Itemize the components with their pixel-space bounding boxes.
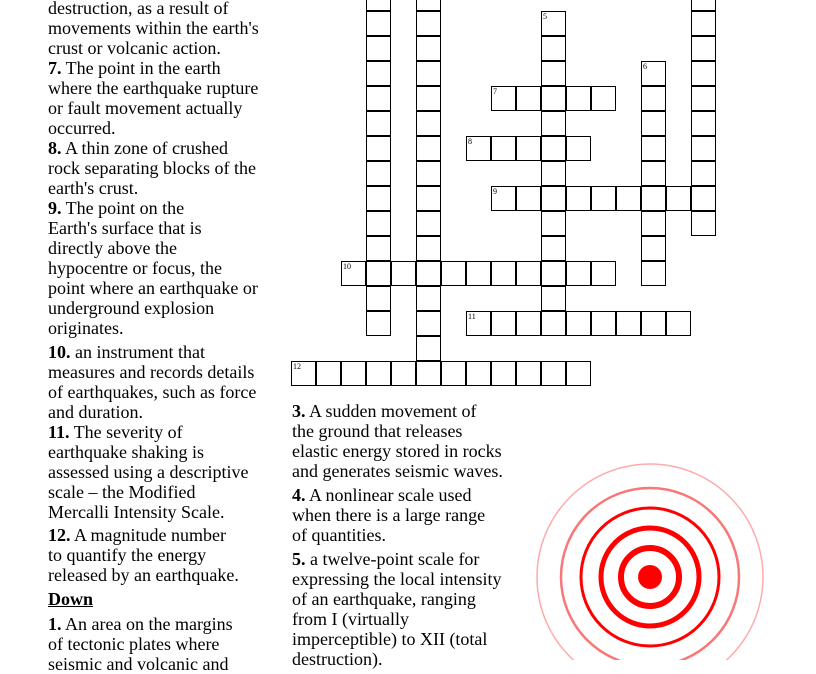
grid-cell[interactable]: [541, 361, 566, 386]
cell-number: 8: [468, 137, 472, 146]
clue-number: 10.: [48, 342, 71, 362]
grid-cell[interactable]: [366, 61, 391, 86]
grid-cell[interactable]: [566, 186, 591, 211]
grid-cell[interactable]: [416, 311, 441, 336]
grid-cell[interactable]: [641, 136, 666, 161]
grid-cell[interactable]: [416, 236, 441, 261]
grid-cell[interactable]: [366, 236, 391, 261]
clue-number: 3.: [292, 401, 306, 421]
center-dot: [638, 565, 662, 589]
grid-cell[interactable]: [691, 11, 716, 36]
cell-number: 9: [493, 187, 497, 196]
grid-cell[interactable]: [566, 261, 591, 286]
clue-text: An area on the margins of tectonic plates where seismic and volcanic and: [48, 614, 233, 674]
grid-cell[interactable]: [341, 361, 366, 386]
cell-number: 6: [643, 62, 647, 71]
grid-cell[interactable]: [616, 186, 641, 211]
grid-cell[interactable]: [366, 86, 391, 111]
grid-cell[interactable]: [641, 311, 666, 336]
grid-cell[interactable]: [541, 186, 566, 211]
grid-cell[interactable]: [366, 161, 391, 186]
clue-number: 9.: [48, 198, 62, 218]
clue-number: 4.: [292, 485, 306, 505]
grid-cell[interactable]: [466, 136, 491, 161]
cell-number: 5: [543, 12, 547, 21]
grid-cell[interactable]: [566, 136, 591, 161]
clue-text: a twelve-point scale for expressing the local intensity of an earthquake, ranging from I (virtually imperceptible) to XII (total destruction).: [292, 549, 502, 669]
grid-cell[interactable]: [616, 311, 641, 336]
grid-cell[interactable]: [641, 61, 666, 86]
grid-cell[interactable]: [366, 136, 391, 161]
clue-number: 1.: [48, 614, 62, 634]
grid-cell[interactable]: [466, 361, 491, 386]
grid-cell[interactable]: [391, 261, 416, 286]
grid-cell[interactable]: [541, 111, 566, 136]
grid-cell[interactable]: [416, 261, 441, 286]
grid-cell[interactable]: [366, 11, 391, 36]
grid-cell[interactable]: [516, 186, 541, 211]
grid-cell[interactable]: [691, 61, 716, 86]
down-clues-column: [292, 401, 532, 669]
grid-cell[interactable]: [416, 286, 441, 311]
grid-cell[interactable]: [416, 11, 441, 36]
clue-across-11: [48, 422, 288, 522]
grid-cell[interactable]: [691, 211, 716, 236]
cell-number: 7: [493, 87, 497, 96]
grid-cell[interactable]: [416, 336, 441, 361]
cell-number: 12: [293, 362, 301, 371]
clue-number: 5.: [292, 549, 306, 569]
grid-cell[interactable]: [641, 261, 666, 286]
grid-cell[interactable]: [366, 211, 391, 236]
grid-cell[interactable]: [541, 136, 566, 161]
clue-text: The point on the Earth's surface that is directly above the hypocentre or focus, the point where an earthquake or underground explosion originates.: [48, 198, 258, 338]
grid-cell[interactable]: [416, 111, 441, 136]
grid-cell[interactable]: [416, 36, 441, 61]
grid-cell[interactable]: [466, 311, 491, 336]
grid-cell[interactable]: [666, 311, 691, 336]
clue-down-5: [292, 549, 532, 669]
grid-cell[interactable]: [541, 36, 566, 61]
clue-text: A thin zone of crushed rock separating blocks of the earth's crust.: [48, 138, 256, 198]
grid-cell[interactable]: [691, 186, 716, 211]
grid-cell[interactable]: [541, 311, 566, 336]
grid-cell[interactable]: [416, 361, 441, 386]
grid-cell[interactable]: [566, 311, 591, 336]
clue-text: A nonlinear scale used when there is a large range of quantities.: [292, 485, 486, 545]
grid-cell[interactable]: [416, 186, 441, 211]
grid-cell[interactable]: [541, 286, 566, 311]
clue-text: A magnitude number to quantify the energy released by an earthquake.: [48, 525, 239, 585]
grid-cell[interactable]: [416, 0, 441, 11]
grid-cell[interactable]: [591, 186, 616, 211]
grid-cell[interactable]: [691, 161, 716, 186]
clue-number: 7.: [48, 58, 62, 78]
grid-cell[interactable]: [516, 86, 541, 111]
grid-cell[interactable]: [291, 361, 316, 386]
clue-text: an instrument that measures and records details of earthquakes, such as force and duration.: [48, 342, 257, 422]
clue-down-1: [48, 614, 288, 674]
grid-cell[interactable]: [491, 361, 516, 386]
grid-cell[interactable]: [441, 261, 466, 286]
clue-across-12: [48, 525, 288, 585]
grid-cell[interactable]: [366, 0, 391, 11]
down-heading: Down: [48, 589, 94, 609]
grid-cell[interactable]: [516, 361, 541, 386]
grid-cell[interactable]: [691, 36, 716, 61]
grid-cell[interactable]: [591, 261, 616, 286]
grid-cell[interactable]: [366, 261, 391, 286]
grid-cell[interactable]: [541, 236, 566, 261]
grid-cell[interactable]: [491, 136, 516, 161]
clue-text: A sudden movement of the ground that releases elastic energy stored in rocks and generates seismic waves.: [292, 401, 503, 481]
grid-cell[interactable]: [366, 286, 391, 311]
grid-cell[interactable]: [491, 186, 516, 211]
clue-number: 8.: [48, 138, 62, 158]
clue-text: destruction, as a result of movements within the earth's crust or volcanic action.: [48, 0, 259, 58]
grid-cell[interactable]: [641, 211, 666, 236]
grid-cell[interactable]: [691, 111, 716, 136]
grid-cell[interactable]: [641, 236, 666, 261]
clue-down-4: [292, 485, 532, 545]
grid-cell[interactable]: [541, 211, 566, 236]
clue-number: 11.: [48, 422, 70, 442]
grid-cell[interactable]: [566, 361, 591, 386]
grid-cell[interactable]: [566, 86, 591, 111]
clue-number: 12.: [48, 525, 71, 545]
grid-cell[interactable]: [466, 261, 491, 286]
grid-cell[interactable]: [416, 86, 441, 111]
grid-cell[interactable]: [641, 86, 666, 111]
grid-cell[interactable]: [541, 161, 566, 186]
grid-cell[interactable]: [541, 11, 566, 36]
grid-cell[interactable]: [366, 36, 391, 61]
grid-cell[interactable]: [366, 186, 391, 211]
grid-cell[interactable]: [666, 186, 691, 211]
grid-cell[interactable]: [416, 161, 441, 186]
grid-cell[interactable]: [441, 361, 466, 386]
grid-cell[interactable]: [366, 311, 391, 336]
grid-cell[interactable]: [641, 186, 666, 211]
grid-cell[interactable]: [591, 86, 616, 111]
seismic-target-icon: [530, 455, 770, 660]
grid-cell[interactable]: [416, 136, 441, 161]
grid-cell[interactable]: [341, 261, 366, 286]
grid-cell[interactable]: [516, 261, 541, 286]
grid-cell[interactable]: [691, 86, 716, 111]
grid-cell[interactable]: [691, 136, 716, 161]
grid-cell[interactable]: [641, 161, 666, 186]
ring-1: [537, 464, 763, 660]
grid-cell[interactable]: [691, 0, 716, 11]
grid-cell[interactable]: [416, 211, 441, 236]
grid-cell[interactable]: [316, 361, 341, 386]
grid-cell[interactable]: [491, 311, 516, 336]
clue-text: The severity of earthquake shaking is assessed using a descriptive scale – the Modified Mercalli Intensity Scale.: [48, 422, 249, 522]
grid-cell[interactable]: [541, 261, 566, 286]
grid-cell[interactable]: [416, 61, 441, 86]
clue-text: The point in the earth where the earthquake rupture or fault movement actually occurred.: [48, 58, 259, 138]
grid-cell[interactable]: [516, 311, 541, 336]
cell-number: 10: [343, 262, 351, 271]
grid-cell[interactable]: [541, 86, 566, 111]
grid-cell[interactable]: [491, 261, 516, 286]
cell-number: 11: [468, 312, 476, 321]
grid-cell[interactable]: [491, 86, 516, 111]
grid-cell[interactable]: [366, 361, 391, 386]
grid-cell[interactable]: [516, 136, 541, 161]
grid-cell[interactable]: [366, 111, 391, 136]
grid-cell[interactable]: [591, 311, 616, 336]
grid-cell[interactable]: [391, 361, 416, 386]
grid-cell[interactable]: [541, 61, 566, 86]
grid-cell[interactable]: [641, 111, 666, 136]
clue-down-3: [292, 401, 532, 481]
